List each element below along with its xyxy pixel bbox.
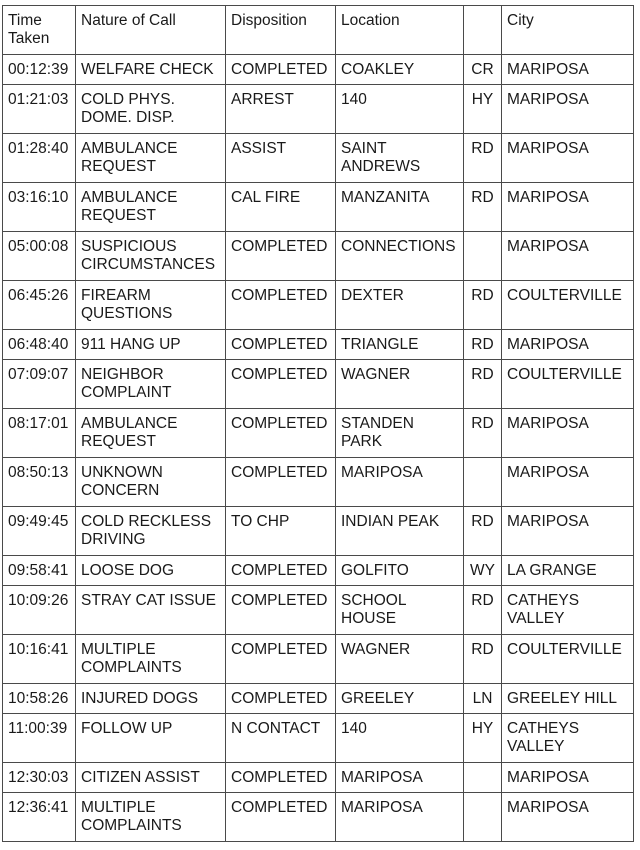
cell-disposition: COMPLETED bbox=[226, 232, 336, 281]
cell-location: SAINT ANDREWS bbox=[336, 134, 464, 183]
cell-disposition: ASSIST bbox=[226, 134, 336, 183]
cell-street-suffix bbox=[464, 458, 502, 507]
cell-city: CATHEYS VALLEY bbox=[502, 714, 634, 763]
cell-street-suffix: RD bbox=[464, 330, 502, 360]
cell-nature-of-call: COLD PHYS. DOME. DISP. bbox=[76, 85, 226, 134]
cell-disposition: COMPLETED bbox=[226, 458, 336, 507]
header-location: Location bbox=[336, 6, 464, 55]
cell-nature-of-call: SUSPICIOUS CIRCUMSTANCES bbox=[76, 232, 226, 281]
cell-city: MARIPOSA bbox=[502, 409, 634, 458]
cell-time-taken: 06:45:26 bbox=[3, 281, 76, 330]
cell-time-taken: 12:36:41 bbox=[3, 793, 76, 842]
cell-location: WAGNER bbox=[336, 635, 464, 684]
cell-disposition: COMPLETED bbox=[226, 409, 336, 458]
table-row bbox=[3, 556, 634, 586]
cell-disposition: COMPLETED bbox=[226, 360, 336, 409]
cell-nature-of-call: INJURED DOGS bbox=[76, 684, 226, 714]
cell-time-taken: 09:58:41 bbox=[3, 556, 76, 586]
cell-nature-of-call: FOLLOW UP bbox=[76, 714, 226, 763]
cell-location: WAGNER bbox=[336, 360, 464, 409]
table-row bbox=[3, 85, 634, 134]
cell-city: LA GRANGE bbox=[502, 556, 634, 586]
cell-location: SCHOOL HOUSE bbox=[336, 586, 464, 635]
cell-time-taken: 06:48:40 bbox=[3, 330, 76, 360]
cell-street-suffix: CR bbox=[464, 55, 502, 85]
header-time-taken: Time Taken bbox=[3, 6, 76, 55]
cell-city: COULTERVILLE bbox=[502, 281, 634, 330]
cell-city: COULTERVILLE bbox=[502, 635, 634, 684]
cell-nature-of-call: CITIZEN ASSIST bbox=[76, 763, 226, 793]
cell-disposition: COMPLETED bbox=[226, 281, 336, 330]
cell-street-suffix: RD bbox=[464, 134, 502, 183]
cell-disposition: COMPLETED bbox=[226, 684, 336, 714]
cell-disposition: N CONTACT bbox=[226, 714, 336, 763]
cell-time-taken: 01:21:03 bbox=[3, 85, 76, 134]
cell-city: MARIPOSA bbox=[502, 763, 634, 793]
cell-street-suffix: WY bbox=[464, 556, 502, 586]
cell-street-suffix bbox=[464, 232, 502, 281]
cell-street-suffix: RD bbox=[464, 281, 502, 330]
table-row bbox=[3, 409, 634, 458]
cell-time-taken: 07:09:07 bbox=[3, 360, 76, 409]
header-city: City bbox=[502, 6, 634, 55]
cell-street-suffix: RD bbox=[464, 507, 502, 556]
cell-nature-of-call: AMBULANCE REQUEST bbox=[76, 183, 226, 232]
table-row bbox=[3, 793, 634, 842]
cell-time-taken: 10:58:26 bbox=[3, 684, 76, 714]
cell-street-suffix: HY bbox=[464, 714, 502, 763]
cell-city: MARIPOSA bbox=[502, 507, 634, 556]
cell-location: MANZANITA bbox=[336, 183, 464, 232]
cell-nature-of-call: MULTIPLE COMPLAINTS bbox=[76, 793, 226, 842]
table-row bbox=[3, 458, 634, 507]
cell-disposition: COMPLETED bbox=[226, 556, 336, 586]
table-row bbox=[3, 232, 634, 281]
cell-city: MARIPOSA bbox=[502, 232, 634, 281]
cell-city: MARIPOSA bbox=[502, 85, 634, 134]
cell-city: MARIPOSA bbox=[502, 55, 634, 85]
cell-location: 140 bbox=[336, 714, 464, 763]
header-street-suffix bbox=[464, 6, 502, 55]
cell-time-taken: 08:50:13 bbox=[3, 458, 76, 507]
cell-time-taken: 10:16:41 bbox=[3, 635, 76, 684]
cell-location: MARIPOSA bbox=[336, 763, 464, 793]
cell-disposition: COMPLETED bbox=[226, 763, 336, 793]
cell-location: GREELEY bbox=[336, 684, 464, 714]
header-nature-of-call: Nature of Call bbox=[76, 6, 226, 55]
table-row bbox=[3, 635, 634, 684]
cell-location: MARIPOSA bbox=[336, 458, 464, 507]
cell-time-taken: 10:09:26 bbox=[3, 586, 76, 635]
cell-city: MARIPOSA bbox=[502, 183, 634, 232]
table-row bbox=[3, 714, 634, 763]
cell-city: MARIPOSA bbox=[502, 458, 634, 507]
cell-time-taken: 03:16:10 bbox=[3, 183, 76, 232]
cell-street-suffix bbox=[464, 763, 502, 793]
cell-disposition: COMPLETED bbox=[226, 793, 336, 842]
cell-nature-of-call: AMBULANCE REQUEST bbox=[76, 134, 226, 183]
cell-street-suffix: RD bbox=[464, 635, 502, 684]
cell-location: MARIPOSA bbox=[336, 793, 464, 842]
cell-location: STANDEN PARK bbox=[336, 409, 464, 458]
cell-time-taken: 09:49:45 bbox=[3, 507, 76, 556]
cell-street-suffix: RD bbox=[464, 586, 502, 635]
cell-nature-of-call: UNKNOWN CONCERN bbox=[76, 458, 226, 507]
table-row bbox=[3, 183, 634, 232]
cell-nature-of-call: WELFARE CHECK bbox=[76, 55, 226, 85]
cell-disposition: COMPLETED bbox=[226, 330, 336, 360]
cell-location: GOLFITO bbox=[336, 556, 464, 586]
cell-location: TRIANGLE bbox=[336, 330, 464, 360]
cell-location: 140 bbox=[336, 85, 464, 134]
cell-street-suffix: RD bbox=[464, 409, 502, 458]
cell-street-suffix bbox=[464, 793, 502, 842]
call-log-table bbox=[2, 5, 634, 842]
cell-location: INDIAN PEAK bbox=[336, 507, 464, 556]
table-row bbox=[3, 507, 634, 556]
cell-disposition: TO CHP bbox=[226, 507, 336, 556]
cell-city: COULTERVILLE bbox=[502, 360, 634, 409]
cell-street-suffix: RD bbox=[464, 360, 502, 409]
cell-time-taken: 00:12:39 bbox=[3, 55, 76, 85]
table-row bbox=[3, 360, 634, 409]
cell-street-suffix: HY bbox=[464, 85, 502, 134]
table-row bbox=[3, 684, 634, 714]
cell-nature-of-call: MULTIPLE COMPLAINTS bbox=[76, 635, 226, 684]
table-body bbox=[3, 55, 634, 842]
cell-disposition: COMPLETED bbox=[226, 586, 336, 635]
table-row bbox=[3, 281, 634, 330]
table-row bbox=[3, 586, 634, 635]
cell-nature-of-call: FIREARM QUESTIONS bbox=[76, 281, 226, 330]
cell-nature-of-call: COLD RECKLESS DRIVING bbox=[76, 507, 226, 556]
table-row bbox=[3, 134, 634, 183]
cell-disposition: COMPLETED bbox=[226, 55, 336, 85]
cell-location: DEXTER bbox=[336, 281, 464, 330]
cell-city: MARIPOSA bbox=[502, 330, 634, 360]
cell-time-taken: 12:30:03 bbox=[3, 763, 76, 793]
cell-nature-of-call: NEIGHBOR COMPLAINT bbox=[76, 360, 226, 409]
cell-nature-of-call: STRAY CAT ISSUE bbox=[76, 586, 226, 635]
cell-time-taken: 11:00:39 bbox=[3, 714, 76, 763]
cell-disposition: COMPLETED bbox=[226, 635, 336, 684]
cell-disposition: ARREST bbox=[226, 85, 336, 134]
cell-nature-of-call: LOOSE DOG bbox=[76, 556, 226, 586]
cell-location: CONNECTIONS bbox=[336, 232, 464, 281]
cell-street-suffix: RD bbox=[464, 183, 502, 232]
cell-time-taken: 08:17:01 bbox=[3, 409, 76, 458]
cell-disposition: CAL FIRE bbox=[226, 183, 336, 232]
cell-location: COAKLEY bbox=[336, 55, 464, 85]
header-disposition: Disposition bbox=[226, 6, 336, 55]
header-row bbox=[3, 6, 634, 55]
cell-nature-of-call: AMBULANCE REQUEST bbox=[76, 409, 226, 458]
cell-street-suffix: LN bbox=[464, 684, 502, 714]
cell-city: GREELEY HILL bbox=[502, 684, 634, 714]
cell-city: MARIPOSA bbox=[502, 134, 634, 183]
cell-city: MARIPOSA bbox=[502, 793, 634, 842]
cell-nature-of-call: 911 HANG UP bbox=[76, 330, 226, 360]
table-row bbox=[3, 330, 634, 360]
table-row bbox=[3, 763, 634, 793]
cell-city: CATHEYS VALLEY bbox=[502, 586, 634, 635]
cell-time-taken: 01:28:40 bbox=[3, 134, 76, 183]
cell-time-taken: 05:00:08 bbox=[3, 232, 76, 281]
table-row bbox=[3, 55, 634, 85]
